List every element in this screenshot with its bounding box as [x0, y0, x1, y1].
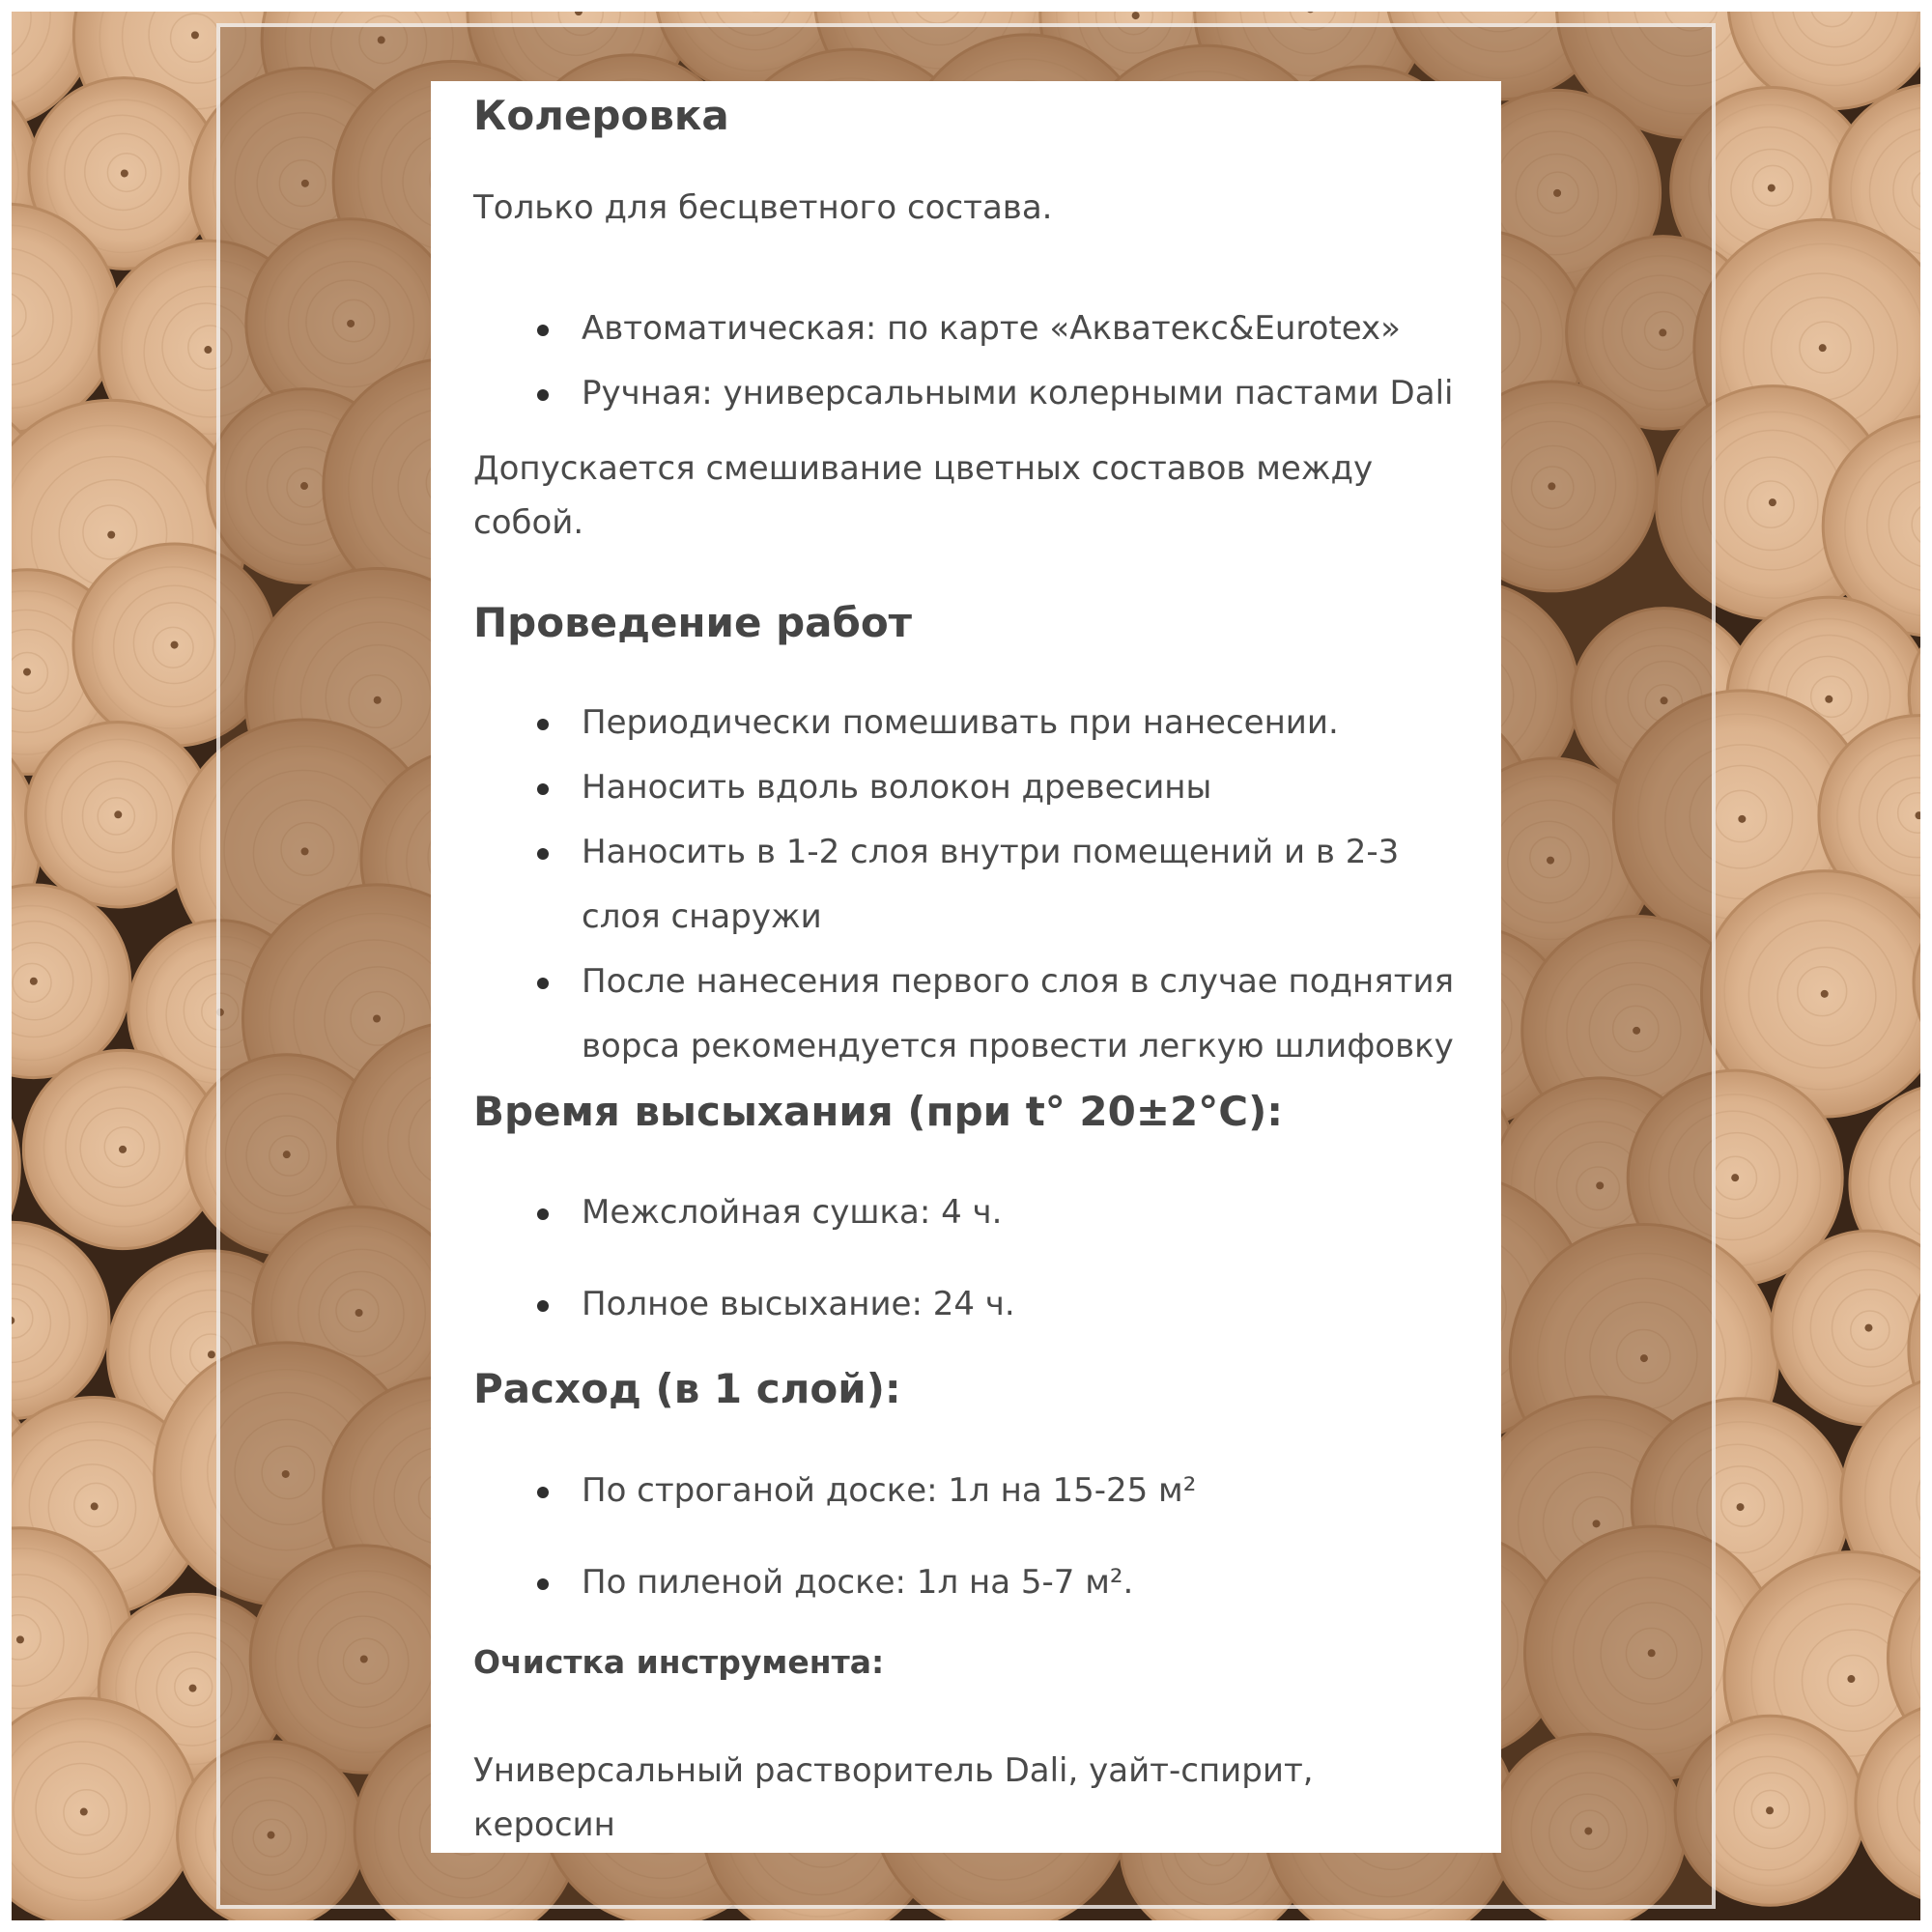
list-item: Межслойная сушка: 4 ч.	[582, 1180, 1459, 1245]
list-item: По пиленой доске: 1л на 5-7 м².	[582, 1550, 1459, 1615]
wood-background	[12, 12, 1920, 1920]
list-item: После нанесения первого слоя в случае поднятия ворса рекомендуется провести легкую шлифовку	[582, 950, 1459, 1079]
list-item: Полное высыхание: 24 ч.	[582, 1272, 1459, 1337]
section-title-cleaning: Очистка инструмента:	[473, 1643, 885, 1681]
content-card	[431, 81, 1501, 1853]
list-item: Периодически помешивать при нанесении.	[582, 691, 1459, 755]
section-title-application: Проведение работ	[473, 598, 913, 646]
list-item: Автоматическая: по карте «Акватекс&Eurotex»	[582, 297, 1459, 361]
list-item: Наносить в 1-2 слоя внутри помещений и в 2-3 слоя снаружи	[582, 820, 1459, 950]
section-title-consumption: Расход (в 1 слой):	[473, 1364, 901, 1412]
list-item: Ручная: универсальными колерными пастами Dali	[582, 361, 1459, 426]
list-item: По строганой доске: 1л на 15-25 м²	[582, 1459, 1459, 1523]
list-item: Наносить вдоль волокон древесины	[582, 755, 1459, 820]
coloring-note: Допускается смешивание цветных составов между собой.	[473, 448, 1374, 542]
application-list	[473, 691, 1459, 1079]
cleaning-text: Универсальный растворитель Dali, уайт-спирит, керосин	[473, 1751, 1314, 1845]
coloring-list	[473, 297, 1459, 426]
drying-list	[473, 1180, 1459, 1337]
section-title-drying: Время высыхания (при t° 20±2°C):	[473, 1088, 1284, 1135]
coloring-intro: Только для бесцветного состава.	[473, 187, 1053, 227]
consumption-list	[473, 1459, 1459, 1615]
section-title-coloring: Колеровка	[473, 92, 729, 139]
